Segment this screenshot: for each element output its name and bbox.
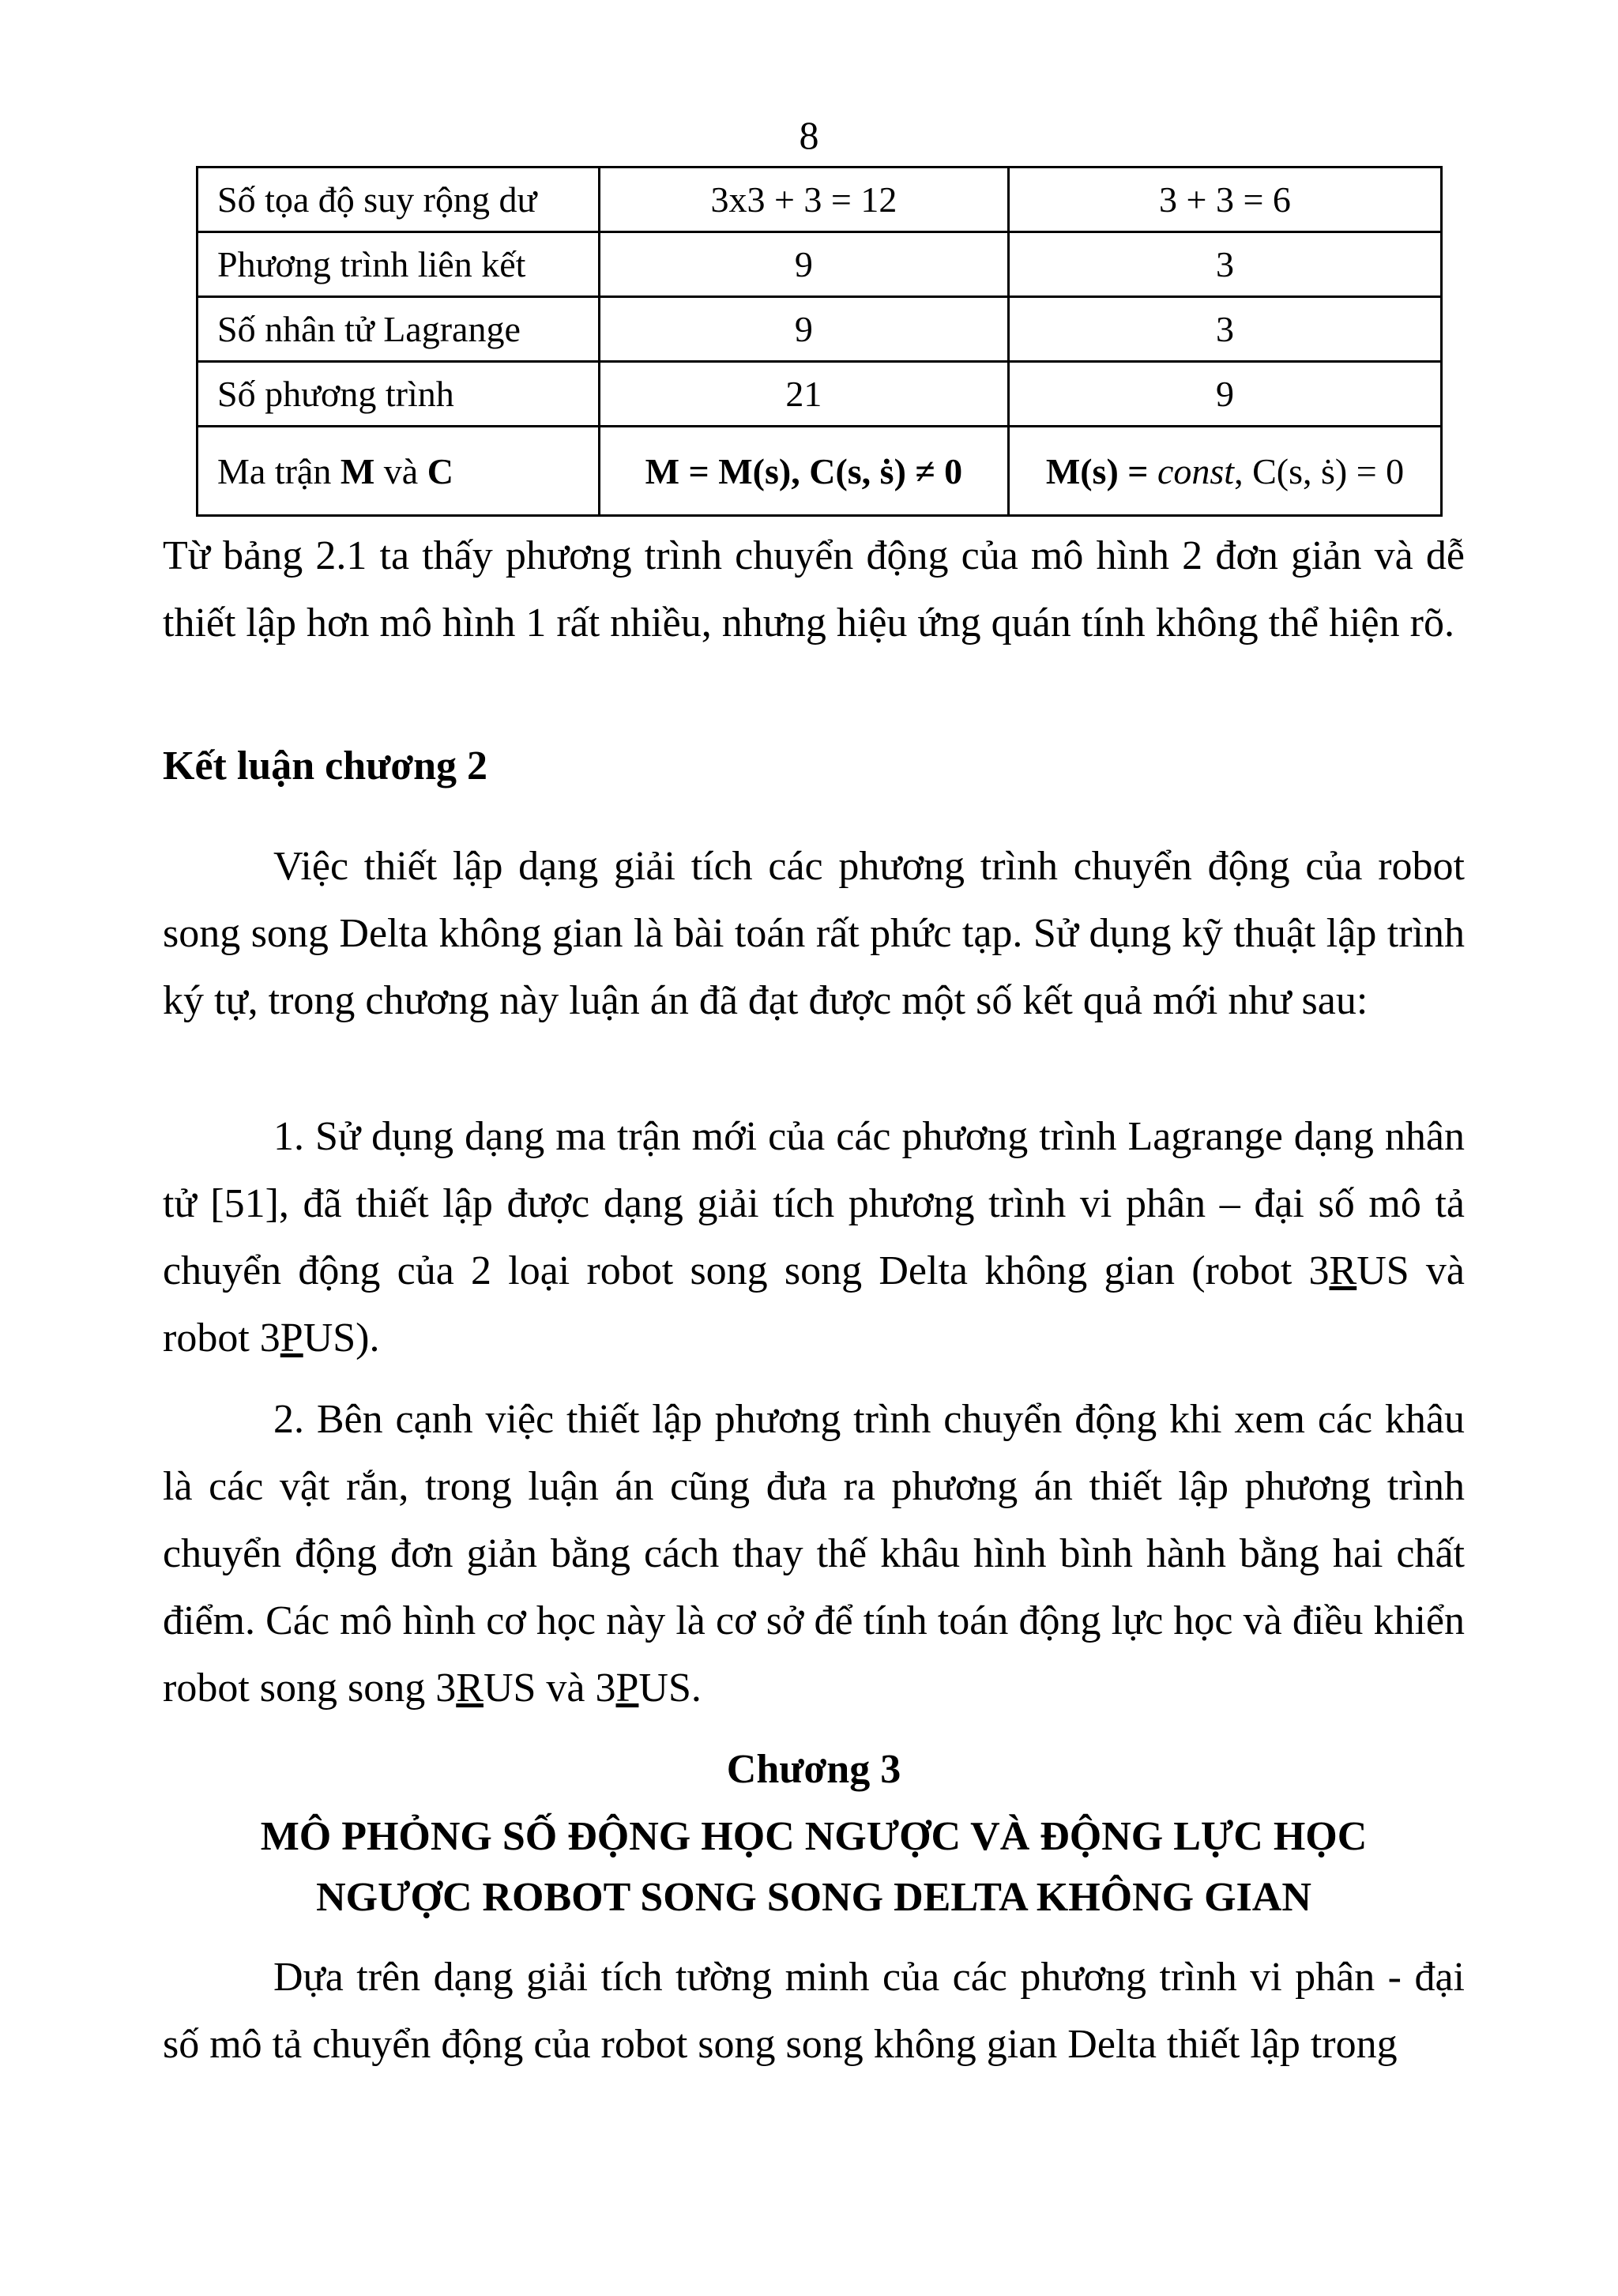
item-text: US. <box>638 1666 702 1711</box>
item-text: 1. Sử dụng dạng ma trận mới của các phương trình Lagrange dạng nhân tử [51], đã thiết lập được dạng giải tích phương trình vi phân – đại số mô tả chuyển động của 2 loại robot song song Delta không gian (robot 3 <box>163 1114 1465 1293</box>
model1-cell: 3x3 + 3 = 12 <box>599 167 1008 232</box>
model2-cell: 3 <box>1008 297 1441 362</box>
chapter-title-line-1: MÔ PHỎNG SỐ ĐỘNG HỌC NGƯỢC VÀ ĐỘNG LỰC HỌC <box>260 1814 1368 1859</box>
table-row <box>198 232 1442 297</box>
formula-const: const <box>1157 450 1235 491</box>
conclusion-heading: Kết luận chương 2 <box>163 743 488 789</box>
row-label: Số nhân tử Lagrange <box>198 297 600 362</box>
item-text: US). <box>303 1315 380 1361</box>
chapter-number: Chương 3 <box>726 1747 901 1792</box>
label-text: Ma trận <box>217 450 341 491</box>
table-comment-paragraph: Từ bảng 2.1 ta thấy phương trình chuyển động của mô hình 2 đơn giản và dễ thiết lập hơn mô hình 1 rất nhiều, nhưng hiệu ứng quán tính không thể hiện rõ. <box>163 533 1465 646</box>
conclusion-item-1 <box>163 1103 1465 1372</box>
table-row <box>198 362 1442 427</box>
model1-cell: 9 <box>599 232 1008 297</box>
row-label: Phương trình liên kết <box>198 232 600 297</box>
table-row <box>198 167 1442 232</box>
chapter-intro-paragraph: Dựa trên dạng giải tích tường minh của các phương trình vi phân - đại số mô tả chuyển động của robot song song không gian Delta thiết lập trong <box>163 1955 1465 2067</box>
matrix-m: M <box>340 450 375 491</box>
model1-cell: 21 <box>599 362 1008 427</box>
conclusion-intro-paragraph: Việc thiết lập dạng giải tích các phương trình chuyển động của robot song song Delta không gian là bài toán rất phức tạp. Sử dụng kỹ thuật lập trình ký tự, trong chương này luận án đã đạt được một số kết quả mới như sau: <box>163 844 1465 1023</box>
row-label: Số phương trình <box>198 362 600 427</box>
model2-cell: 3 <box>1008 232 1441 297</box>
model2-cell: 3 + 3 = 6 <box>1008 167 1441 232</box>
formula-part: , C(s, ṡ) = 0 <box>1234 450 1405 491</box>
comparison-table <box>196 166 1443 517</box>
page-number: 8 <box>799 113 819 157</box>
underlined-joint: R <box>1329 1248 1357 1293</box>
item-text: US và robot 3 <box>163 1248 1465 1361</box>
model1-cell: 9 <box>599 297 1008 362</box>
item-text: US và 3 <box>483 1666 616 1711</box>
label-text: và <box>374 450 427 491</box>
model2-cell: 9 <box>1008 362 1441 427</box>
conclusion-item-2 <box>163 1386 1465 1722</box>
table-row <box>198 297 1442 362</box>
underlined-joint: R <box>456 1666 484 1711</box>
item-text: 2. Bên cạnh việc thiết lập phương trình chuyển động khi xem các khâu là các vật rắn, trong luận án cũng đưa ra phương án thiết lập phương trình chuyển động đơn giản bằng cách thay thế khâu hình bình hành bằng hai chất điểm. Các mô hình cơ học này là cơ sở để tính toán động lực học và điều khiển robot song song 3 <box>163 1397 1465 1711</box>
chapter-title-line-2: NGƯỢC ROBOT SONG SONG DELTA KHÔNG GIAN <box>316 1875 1311 1920</box>
underlined-joint: P <box>615 1666 639 1711</box>
matrix-c: C <box>427 450 453 491</box>
row-label <box>198 427 600 516</box>
model1-formula: M = M(s), C(s, ṡ) ≠ 0 <box>599 427 1008 516</box>
row-label: Số tọa độ suy rộng dư <box>198 167 600 232</box>
table-row <box>198 427 1442 516</box>
underlined-joint: P <box>280 1315 303 1361</box>
formula-part: M(s) = <box>1045 450 1157 491</box>
model2-formula <box>1008 427 1441 516</box>
